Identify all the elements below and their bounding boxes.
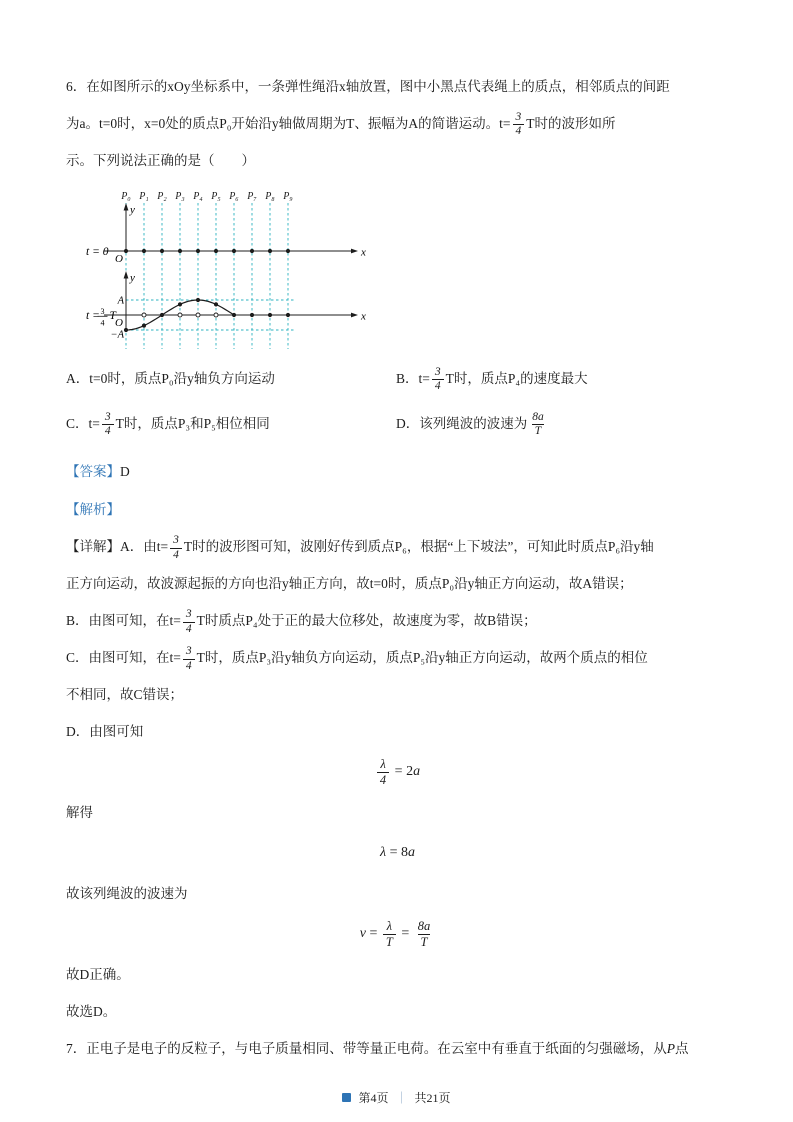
particle-dot bbox=[214, 302, 218, 306]
particle-dot bbox=[160, 313, 164, 317]
equilibrium-circle bbox=[178, 313, 182, 317]
detail-a-line-2: 正方向运动，故波源起振的方向也沿y轴正方向，故t=0时，质点P₀沿y轴正方向运动，故A错误； bbox=[66, 576, 633, 592]
question-7-line-1: 7．正电子是电子的反粒子，与电子质量相同、带等量正电荷。在云室中有垂直于纸面的匀强磁场，从P点 bbox=[66, 1041, 689, 1057]
t34-x-axis-label: x bbox=[361, 310, 366, 323]
particle-dot bbox=[286, 249, 290, 253]
fraction: $\frac{8a}{T}$ bbox=[532, 410, 544, 438]
t0-y-axis-label: y bbox=[130, 204, 135, 216]
question-6-line-2: 为a。t=0时，x=0处的质点P₀开始沿y轴做周期为T、振幅为A的简谐运动。t= $\frac{3}{4}$ T时的波形如所 bbox=[66, 111, 616, 138]
particle-dot bbox=[232, 249, 236, 253]
t34-time-label bbox=[86, 307, 118, 328]
question-6 bbox=[66, 68, 729, 1030]
wave-figure bbox=[86, 189, 729, 361]
particle-labels bbox=[120, 191, 293, 202]
option-b: B．t= $\frac{3}{4}$ T时，质点P₄的速度最大 bbox=[396, 366, 588, 393]
solve-label: 解得 bbox=[66, 805, 93, 821]
detail-a-line-1: 【详解】A．由t= $\frac{3}{4}$ T时的波形图可知，波刚好传到质点P₆，根据“上下坡法”，可知此时质点P₆沿y轴 bbox=[66, 534, 654, 561]
t34-frac-den: 4 bbox=[100, 318, 105, 328]
fraction: $\frac{\lambda}{4}$ bbox=[377, 757, 389, 787]
analysis-label: 【解析】 bbox=[66, 502, 120, 518]
conclusion-d: 故D正确。 bbox=[66, 967, 130, 983]
detail-c-line-2: 不相同，故C错误； bbox=[66, 687, 184, 703]
fraction: $\frac{3}{4}$ bbox=[183, 608, 195, 635]
particle-label-3: P₃ bbox=[175, 191, 185, 202]
wave-figure-svg bbox=[86, 189, 376, 357]
footer-page-number: 第4页 bbox=[358, 1091, 389, 1105]
amplitude-neg-label: −A bbox=[110, 329, 124, 341]
particle-dot bbox=[196, 298, 200, 302]
equilibrium-circle bbox=[142, 313, 146, 317]
particle-label-4: P₄ bbox=[193, 191, 203, 202]
t34-origin-label: O bbox=[115, 317, 123, 329]
footer-logo-icon bbox=[342, 1093, 351, 1102]
t0-time-label: t = 0 bbox=[86, 246, 109, 258]
particle-label-1: P₁ bbox=[139, 191, 149, 202]
question-6-line-1: 6．在如图所示的xOy坐标系中，一条弹性绳沿x轴放置，图中小黑点代表绳上的质点，相邻质点的间距 bbox=[66, 79, 670, 94]
particle-label-6: P₆ bbox=[229, 191, 239, 202]
t0-x-axis-label: x bbox=[361, 246, 366, 259]
answer-value: D bbox=[120, 464, 130, 480]
formula-speed: v = $\frac{\lambda}{T}$ = $\frac{8a}{T}$ bbox=[66, 919, 729, 949]
equilibrium-circle bbox=[214, 313, 218, 317]
answer-line bbox=[66, 454, 729, 490]
particle-dot bbox=[214, 249, 218, 253]
choose-answer: 故选D。 bbox=[66, 1004, 117, 1020]
detail-b: B．由图可知，在t= $\frac{3}{4}$ T时质点P₄处于正的最大位移处，故速度为零，故B错误； bbox=[66, 608, 537, 635]
fraction: $\frac{3}{4}$ bbox=[102, 411, 114, 438]
particle-dot bbox=[250, 249, 254, 253]
t0-origin-label: O bbox=[115, 253, 123, 265]
formula-lambda: λ = 8a bbox=[380, 845, 415, 861]
particle-dot bbox=[178, 302, 182, 306]
particle-dot bbox=[196, 249, 200, 253]
fraction: $\frac{\lambda}{T}$ bbox=[383, 919, 396, 949]
page-footer bbox=[0, 1089, 793, 1106]
particle-dot bbox=[160, 249, 164, 253]
t34-frac-num: 3 bbox=[100, 307, 105, 316]
question-6-options bbox=[66, 365, 729, 438]
particle-label-2: P₂ bbox=[157, 191, 167, 202]
particle-label-9: P₉ bbox=[283, 191, 293, 202]
particle-dot bbox=[268, 313, 272, 317]
formula-lambda-quarter: $\frac{\lambda}{4}$ = 2a bbox=[66, 757, 729, 787]
t34-time-prefix: t = bbox=[86, 310, 100, 322]
particle-dot bbox=[142, 324, 146, 328]
question-6-line-3: 示。下列说法正确的是（ ） bbox=[66, 153, 255, 168]
particle-label-8: P₈ bbox=[265, 191, 275, 202]
particle-label-5: P₅ bbox=[211, 191, 221, 202]
particle-dot bbox=[142, 249, 146, 253]
fraction: $\frac{3}{4}$ bbox=[513, 111, 525, 138]
option-a: A．t=0时，质点P₀沿y轴负方向运动 bbox=[66, 371, 275, 386]
analysis-heading bbox=[66, 492, 729, 528]
speed-intro: 故该列绳波的波速为 bbox=[66, 886, 188, 902]
fraction: $\frac{3}{4}$ bbox=[183, 645, 195, 672]
particle-dot bbox=[232, 313, 236, 317]
particle-dot bbox=[178, 249, 182, 253]
particle-dot bbox=[250, 313, 254, 317]
particle-dot bbox=[268, 249, 272, 253]
equilibrium-circle bbox=[196, 313, 200, 317]
answer-label: 【答案】 bbox=[66, 464, 120, 480]
option-d: D．该列绳波的波速为 $\frac{8a}{T}$ bbox=[396, 410, 729, 439]
detail-c-line-1: C．由图可知，在t= $\frac{3}{4}$ T时，质点P₃沿y轴负方向运动，质点P₅沿y轴正方向运动，故两个质点的相位 bbox=[66, 645, 648, 672]
footer-separator: ｜ bbox=[395, 1091, 408, 1105]
graph-t0 bbox=[86, 203, 366, 265]
fraction: $\frac{3}{4}$ bbox=[170, 534, 182, 561]
fraction: $\frac{3}{4}$ bbox=[432, 366, 444, 393]
particle-label-0: P₀ bbox=[121, 191, 131, 202]
particle-dot bbox=[124, 249, 128, 253]
amplitude-pos-label: A bbox=[117, 295, 124, 307]
dashed-gridlines bbox=[126, 203, 294, 349]
particle-label-7: P₇ bbox=[247, 191, 257, 202]
t34-time-suffix: T bbox=[109, 310, 116, 322]
footer-total-pages: 共21页 bbox=[414, 1091, 451, 1105]
detail-d-intro: D．由图可知 bbox=[66, 724, 144, 740]
particle-dot bbox=[124, 328, 128, 332]
particle-dot bbox=[286, 313, 290, 317]
question-7 bbox=[66, 1030, 729, 1067]
t34-y-axis-label: y bbox=[130, 272, 135, 284]
fraction: $\frac{8a}{T}$ bbox=[417, 919, 431, 949]
option-c: C．t= $\frac{3}{4}$ T时，质点P₃和P₅相位相同 bbox=[66, 410, 270, 438]
